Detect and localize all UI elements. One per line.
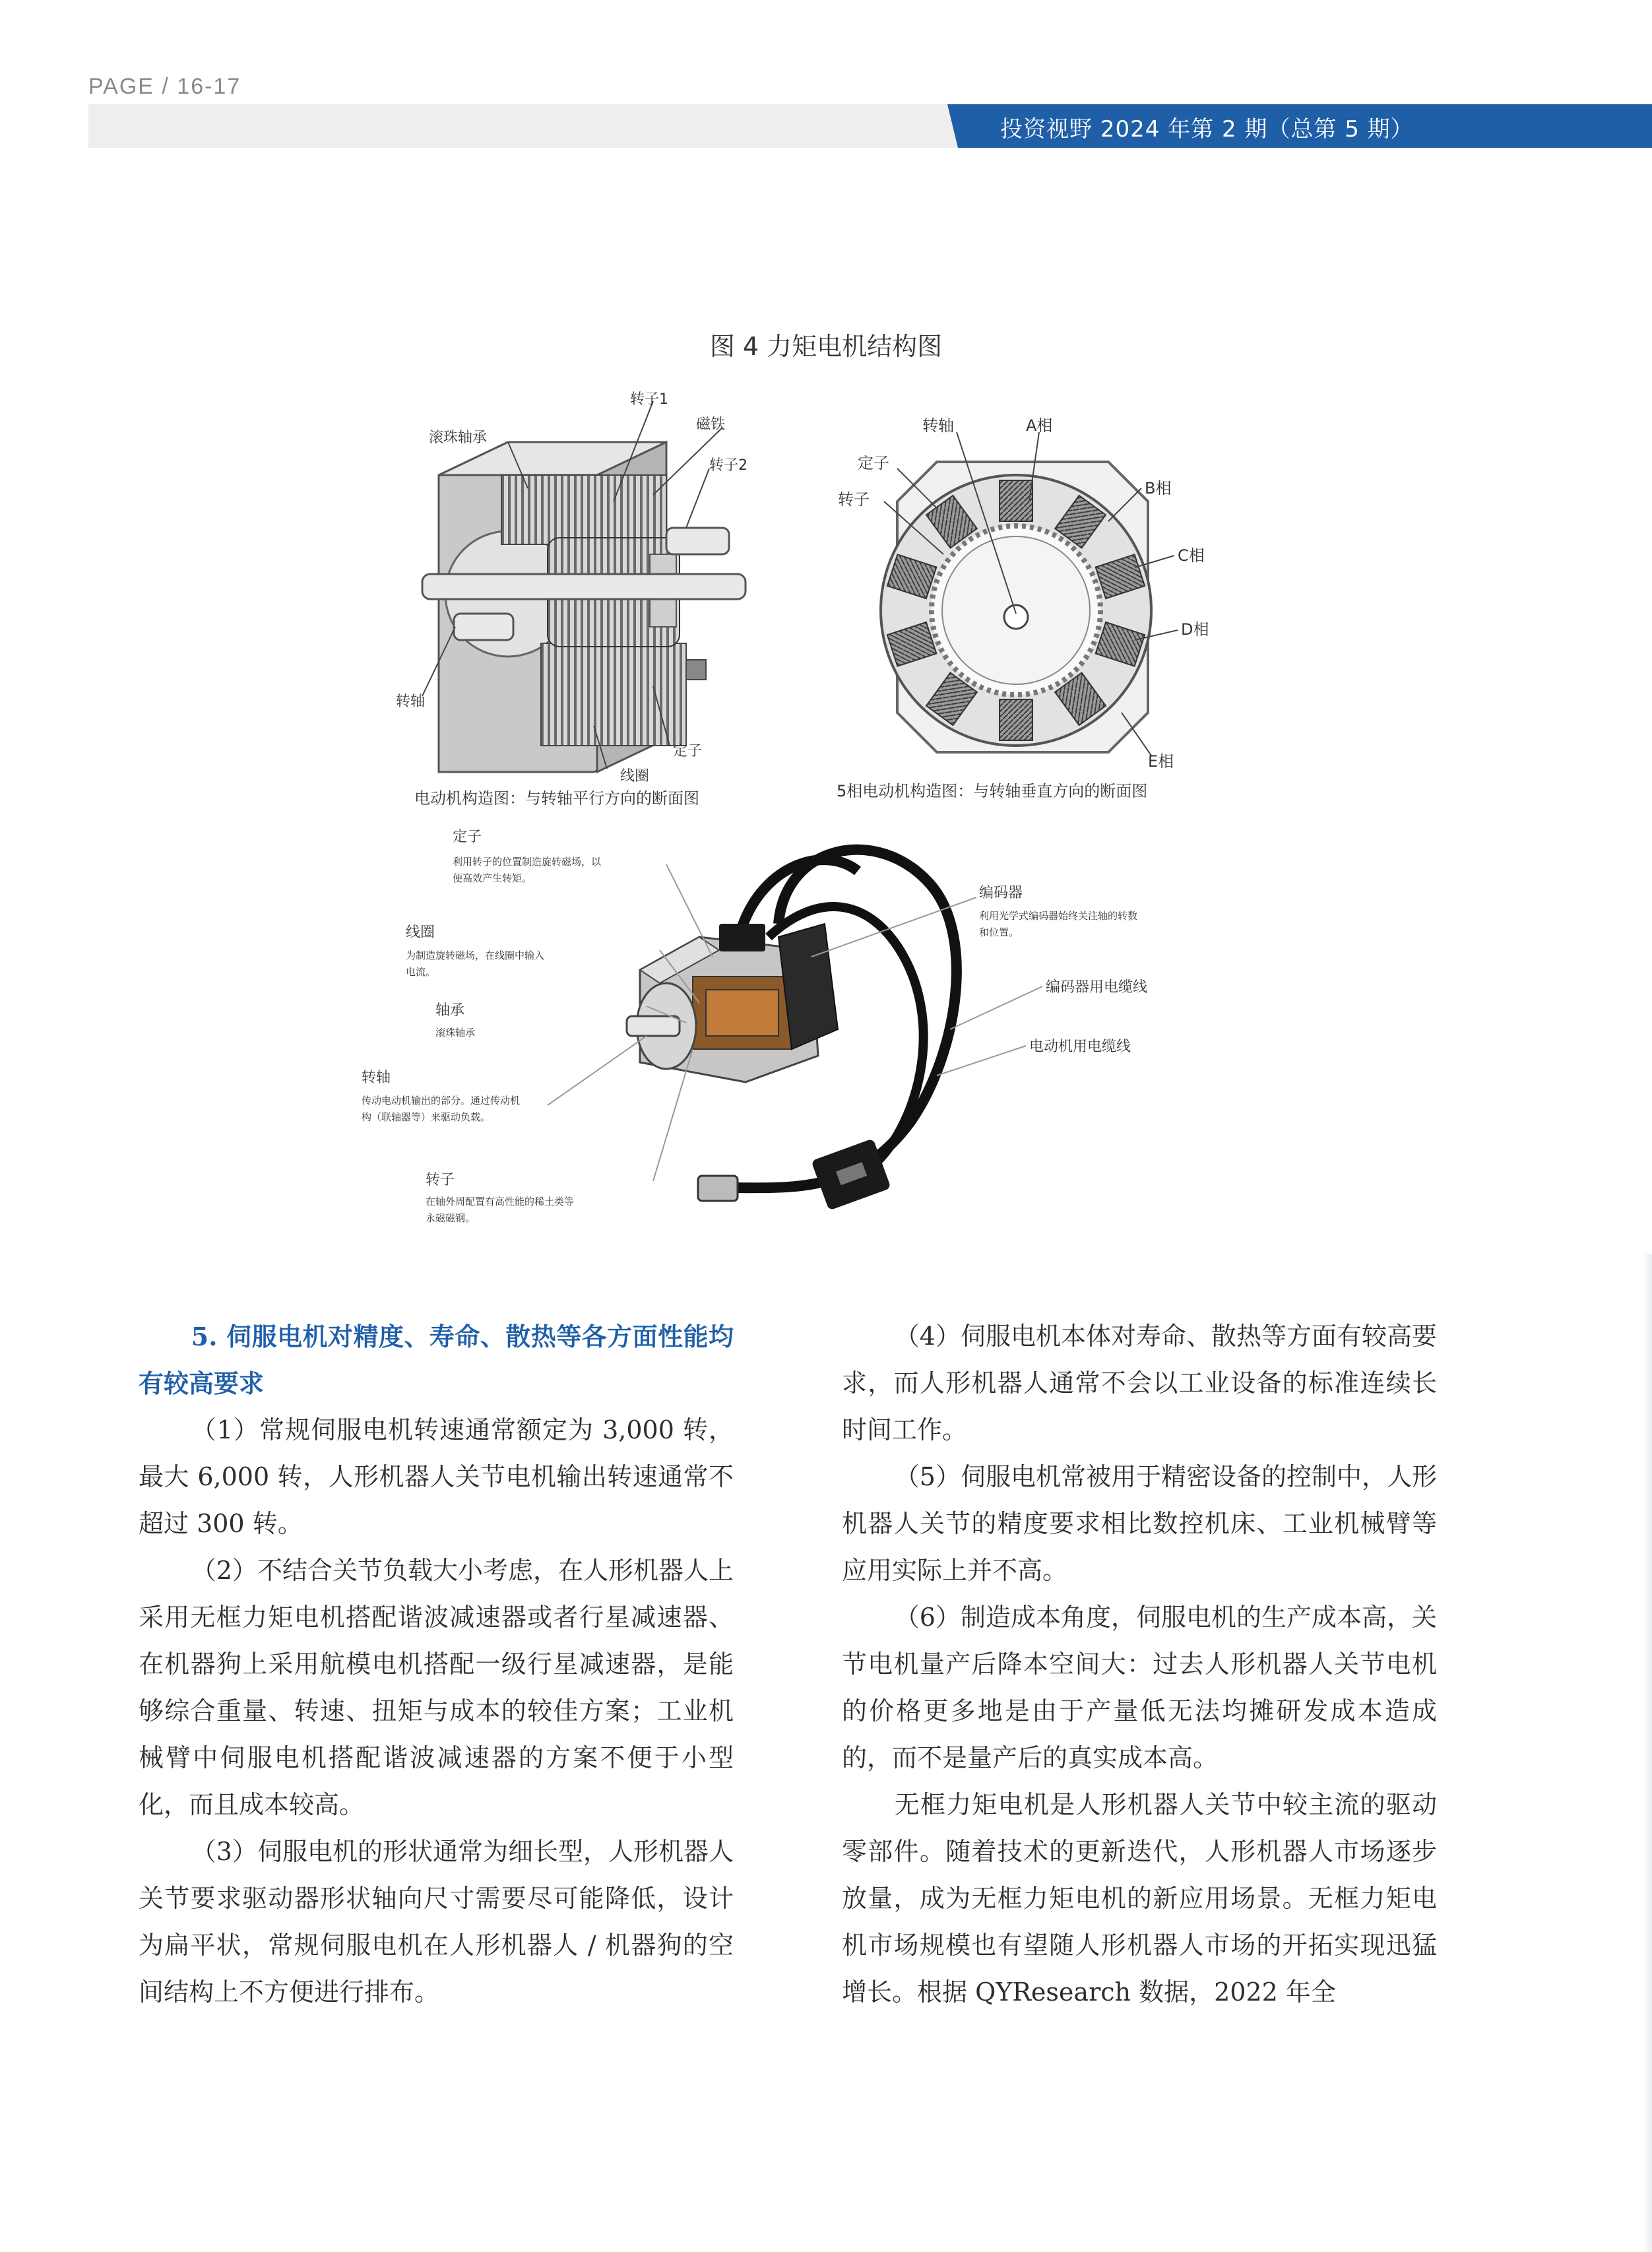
label-magnet: 磁铁 [696,416,726,433]
article-column-right [842,1313,1437,2016]
article-column-left [139,1313,734,2016]
desc-stator-c-2: 便高效产生转矩。 [453,872,532,884]
desc-bearing-c: 滚珠轴承 [435,1027,476,1039]
desc-rotor-c-2: 永磁磁钢。 [426,1212,476,1224]
label-phase-d: D相 [1181,620,1209,639]
page-label: PAGE / 16-17 [88,74,241,99]
label-rotor-c: 转子 [426,1172,455,1188]
caption-diagram-b: 5相电动机构造图：与转轴垂直方向的断面图 [837,782,1148,800]
label-rotor2: 转子2 [709,457,747,474]
label-shaft-b: 转轴 [922,416,954,435]
label-stator-c: 定子 [453,829,482,845]
paragraph-7: 无框力矩电机是人形机器人关节中较主流的驱动零部件。随着技术的更新迭代，人形机器人市场逐步放量，成为无框力矩电机的新应用场景。无框力矩电机市场规模也有望随人形机器人市场的开拓实现迅猛增长。根据 QYResearch 数据，2022 年全 [842,1790,1437,2007]
label-coil-a: 线圈 [620,768,650,785]
paragraph-6: （6）制造成本角度，伺服电机的生产成本高，关节电机量产后降本空间大：过去人形机器人关节电机的价格更多地是由于产量低无法均摊研发成本造成的，而不是量产后的真实成本高。 [842,1603,1437,1772]
desc-stator-c-1: 利用转子的位置制造旋转磁场，以 [453,856,602,868]
paragraph-5: （5）伺服电机常被用于精密设备的控制中，人形机器人关节的精度要求相比数控机床、工业机械臂等应用实际上并不高。 [842,1462,1437,1585]
desc-rotor-c-1: 在轴外周配置有高性能的稀土类等 [426,1196,575,1207]
label-encoder-cable: 编码器用电缆线 [1046,979,1148,996]
label-phase-c: C相 [1178,546,1205,565]
label-coil-c: 线圈 [406,924,435,941]
paragraph-1: （1）常规伺服电机转速通常额定为 3,000 转，最大 6,000 转，人形机器人关节电机输出转速通常不超过 300 转。 [139,1415,734,1538]
label-phase-a: A相 [1026,416,1053,435]
label-motor-cable: 电动机用电缆线 [1029,1039,1131,1055]
label-stator-a: 定子 [673,743,703,759]
section-heading: 5. 伺服电机对精度、寿命、散热等各方面性能均有较高要求 [139,1322,734,1398]
label-shaft-c: 转轴 [362,1070,391,1086]
label-encoder: 编码器 [979,885,1023,901]
desc-shaft-c-2: 构（联轴器等）来驱动负载。 [362,1111,491,1123]
desc-encoder-2: 和位置。 [979,926,1019,938]
label-rotor1: 转子1 [630,391,668,408]
label-stator-b: 定子 [858,454,889,472]
desc-coil-c-2: 电流。 [406,966,436,978]
label-rotor-b: 转子 [838,490,870,509]
paragraph-4: （4）伺服电机本体对寿命、散热等方面有较高要求，而人形机器人通常不会以工业设备的标准连续长时间工作。 [842,1322,1437,1444]
label-phase-e: E相 [1148,752,1174,771]
label-bearing-c: 轴承 [435,1002,465,1019]
diagram-b-cross-section [881,462,1151,752]
label-phase-b: B相 [1145,479,1172,498]
page-edge-shadow [1643,1254,1652,2252]
desc-encoder-1: 利用光学式编码器始终关注轴的转数 [979,910,1138,922]
journal-title: 投资视野 2024 年第 2 期（总第 5 期） [1000,116,1414,143]
diagram-a-cutaway-motor [422,442,746,772]
diagram-c-servo-motor [627,850,957,1211]
label-ball-bearing: 滚珠轴承 [429,430,488,446]
caption-diagram-a: 电动机构造图：与转轴平行方向的断面图 [414,789,699,808]
figure-title: 图 4 力矩电机结构图 [709,332,943,361]
paragraph-2: （2）不结合关节负载大小考虑，在人形机器人上采用无框力矩电机搭配谐波减速器或者行星减速器、在机器狗上采用航模电机搭配一级行星减速器，是能够综合重量、转速、扭矩与成本的较佳方案；工业机械臂中伺服电机搭配谐波减速器的方案不便于小型化，而且成本较高。 [139,1556,734,1819]
desc-coil-c-1: 为制造旋转磁场，在线圈中输入 [406,949,545,961]
label-shaft-a: 转轴 [396,693,426,710]
paragraph-3: （3）伺服电机的形状通常为细长型，人形机器人关节要求驱动器形状轴向尺寸需要尽可能降低，设计为扁平状，常规伺服电机在人形机器人 / 机器狗的空间结构上不方便进行排布。 [139,1837,734,2007]
desc-shaft-c-1: 传动电动机输出的部分。通过传动机 [362,1095,521,1107]
